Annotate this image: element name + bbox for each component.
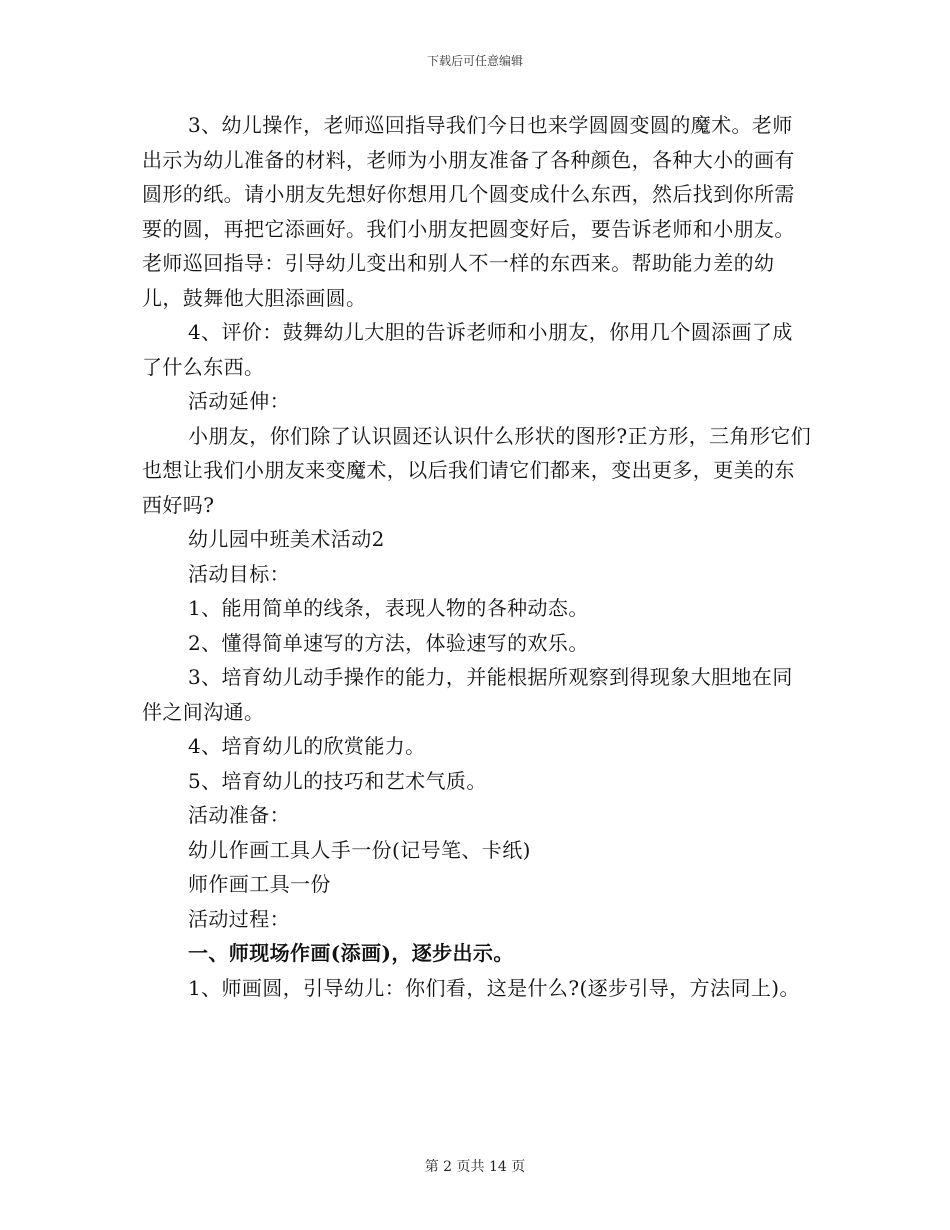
heading-activity-goals: 活动目标：: [188, 561, 290, 586]
section-title: 幼儿园中班美术活动2: [188, 527, 385, 551]
preparation-2: 师作画工具一份: [188, 872, 331, 896]
goal-3: 3、培育幼儿动手操作的能力，并能根据所观察到得现象大胆地在同伴之间沟通。: [142, 665, 793, 724]
document-body: [142, 108, 812, 1005]
process-step-heading: 一、师现场作画(添画)，逐步出示。: [188, 941, 514, 965]
page-header: 下载后可任意编辑: [426, 54, 523, 68]
heading-activity-process: 活动过程：: [188, 906, 290, 931]
paragraph-step-4: 4、评价：鼓舞幼儿大胆的告诉老师和小朋友，你用几个圆添画了成了什么东西。: [142, 320, 793, 379]
preparation-1: 幼儿作画工具人手一份(记号笔、卡纸): [188, 837, 531, 862]
goal-4: 4、培育幼儿的欣赏能力。: [188, 734, 426, 758]
goal-5: 5、培育幼儿的技巧和艺术气质。: [188, 768, 487, 793]
goal-1: 1、能用简单的线条，表现人物的各种动态。: [188, 596, 589, 620]
paragraph-extension: 小朋友，你们除了认识圆还认识什么形状的图形?正方形，三角形它们也想让我们小朋友来变魔术，以后我们请它们都来，变出更多，更美的东西好吗?: [142, 423, 812, 517]
process-step-1: 1、师画圆，引导幼儿：你们看，这是什么?(逐步引导，方法同上)。: [188, 975, 800, 1000]
paragraph-step-3: 3、幼儿操作，老师巡回指导我们今日也来学圆圆变圆的魔术。老师出示为幼儿准备的材料，老师为小朋友准备了各种颜色，各种大小的画有圆形的纸。请小朋友先想好你想用几个圆变成什么东西，然后找到你所需要的圆，再把它添画好。我们小朋友把圆变好后，要告诉老师和小朋友。老师巡回指导：引导幼儿变出和别人不一样的东西来。帮助能力差的幼儿，鼓舞他大胆添画圆。: [142, 113, 795, 310]
goal-2: 2、懂得简单速写的方法，体验速写的欢乐。: [188, 630, 589, 655]
heading-activity-preparation: 活动准备：: [188, 803, 290, 827]
page-footer: 第 2 页共 14 页: [424, 1159, 526, 1175]
heading-activity-extension: 活动延伸：: [188, 389, 290, 413]
